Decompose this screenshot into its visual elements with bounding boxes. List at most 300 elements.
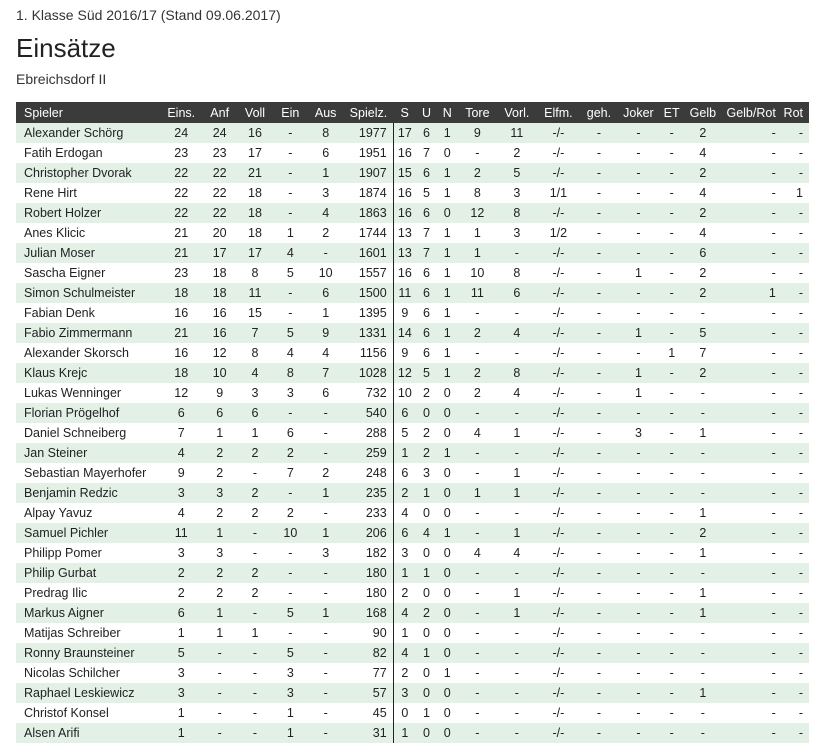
- player-name-cell: Sebastian Mayerhofer: [16, 463, 160, 483]
- stat-cell: 1: [497, 463, 536, 483]
- stat-cell: 1500: [343, 283, 393, 303]
- stat-cell: -: [722, 603, 782, 623]
- stat-cell: -: [684, 443, 721, 463]
- stat-cell: -: [782, 283, 809, 303]
- stat-cell: -: [580, 563, 617, 583]
- stat-cell: -: [458, 723, 497, 743]
- stat-cell: -: [722, 583, 782, 603]
- stat-cell: -: [580, 323, 617, 343]
- stat-cell: -: [722, 563, 782, 583]
- stat-cell: -: [722, 183, 782, 203]
- stat-cell: 8: [497, 203, 536, 223]
- stat-cell: 4: [684, 143, 721, 163]
- stat-cell: 1: [416, 703, 437, 723]
- stat-cell: -: [308, 243, 343, 263]
- stat-cell: -: [458, 583, 497, 603]
- stat-cell: 6: [416, 343, 437, 363]
- stat-cell: 5: [684, 323, 721, 343]
- stat-cell: 0: [437, 623, 458, 643]
- stat-cell: 9: [160, 463, 202, 483]
- stat-cell: 4: [308, 203, 343, 223]
- stat-cell: 1: [437, 443, 458, 463]
- stat-cell: 1: [782, 183, 809, 203]
- stat-cell: 24: [160, 123, 202, 143]
- stat-cell: -/-: [537, 283, 581, 303]
- stat-cell: 5: [273, 603, 308, 623]
- stat-cell: -: [618, 463, 660, 483]
- stat-cell: -: [684, 463, 721, 483]
- stat-cell: 13: [393, 223, 416, 243]
- stat-cell: -: [782, 463, 809, 483]
- stat-cell: 1: [684, 543, 721, 563]
- column-header: Gelb: [684, 102, 721, 123]
- stat-cell: 3: [202, 543, 237, 563]
- stat-cell: -/-: [537, 163, 581, 183]
- stat-cell: 8: [237, 343, 272, 363]
- stat-cell: 1: [437, 243, 458, 263]
- table-row: [16, 463, 809, 483]
- table-row: [16, 243, 809, 263]
- stat-cell: 0: [437, 543, 458, 563]
- stat-cell: 7: [308, 363, 343, 383]
- stat-cell: 11: [458, 283, 497, 303]
- stat-cell: -: [308, 563, 343, 583]
- stat-cell: -: [722, 663, 782, 683]
- stat-cell: -: [273, 583, 308, 603]
- stat-cell: -: [684, 403, 721, 423]
- stat-cell: -: [684, 623, 721, 643]
- stat-cell: -: [580, 383, 617, 403]
- stat-cell: -: [722, 523, 782, 543]
- stat-cell: 6: [160, 403, 202, 423]
- team-name: Ebreichsdorf II: [16, 71, 107, 87]
- stat-cell: 16: [237, 123, 272, 143]
- stat-cell: 10: [202, 363, 237, 383]
- stat-cell: 2: [237, 583, 272, 603]
- stat-cell: -: [782, 483, 809, 503]
- stat-cell: 22: [202, 203, 237, 223]
- table-header-row: [16, 102, 809, 123]
- stat-cell: -/-: [537, 583, 581, 603]
- stat-cell: 0: [393, 703, 416, 723]
- table-row: [16, 643, 809, 663]
- stat-cell: 0: [437, 483, 458, 503]
- column-header: Rot: [782, 102, 809, 123]
- stat-cell: 31: [343, 723, 393, 743]
- stat-cell: 2: [416, 443, 437, 463]
- stat-cell: 11: [393, 283, 416, 303]
- stat-cell: 2: [684, 263, 721, 283]
- table-row: [16, 603, 809, 623]
- stat-cell: -: [618, 683, 660, 703]
- stat-cell: 1: [308, 303, 343, 323]
- player-name-cell: Philipp Pomer: [16, 543, 160, 563]
- stat-cell: 1977: [343, 123, 393, 143]
- stat-cell: -: [722, 263, 782, 283]
- stat-cell: -: [580, 363, 617, 383]
- player-name-cell: Christopher Dvorak: [16, 163, 160, 183]
- stat-cell: -: [580, 283, 617, 303]
- stat-cell: 90: [343, 623, 393, 643]
- stat-cell: 21: [160, 323, 202, 343]
- stat-cell: 57: [343, 683, 393, 703]
- stat-cell: -: [580, 463, 617, 483]
- stat-cell: 4: [458, 423, 497, 443]
- stat-cell: 6: [308, 283, 343, 303]
- stat-cell: 1: [497, 423, 536, 443]
- stat-cell: 8: [458, 183, 497, 203]
- stat-cell: -: [497, 503, 536, 523]
- stat-cell: -: [659, 243, 684, 263]
- stat-cell: 20: [202, 223, 237, 243]
- stat-cell: -: [237, 603, 272, 623]
- stat-cell: 22: [202, 183, 237, 203]
- stat-cell: 1156: [343, 343, 393, 363]
- stat-cell: 1: [437, 223, 458, 243]
- stat-cell: 6: [308, 143, 343, 163]
- stat-cell: -: [782, 643, 809, 663]
- stat-cell: 7: [416, 223, 437, 243]
- stat-cell: -: [618, 703, 660, 723]
- stat-cell: -: [782, 343, 809, 363]
- stat-cell: 5: [393, 423, 416, 443]
- stat-cell: 1: [273, 703, 308, 723]
- stat-cell: -: [659, 283, 684, 303]
- stat-cell: 1: [437, 283, 458, 303]
- stat-cell: -: [782, 263, 809, 283]
- stat-cell: 2: [160, 563, 202, 583]
- stat-cell: -: [580, 723, 617, 743]
- stat-cell: -: [580, 523, 617, 543]
- stat-cell: -: [659, 523, 684, 543]
- stat-cell: 4: [684, 223, 721, 243]
- stat-cell: 8: [497, 263, 536, 283]
- stat-cell: 16: [202, 303, 237, 323]
- stat-cell: -: [659, 323, 684, 343]
- stat-cell: -: [458, 503, 497, 523]
- stat-cell: 1: [437, 323, 458, 343]
- stat-cell: 2: [237, 443, 272, 463]
- table-row: [16, 343, 809, 363]
- stat-cell: 3: [273, 683, 308, 703]
- stat-cell: 182: [343, 543, 393, 563]
- stat-cell: -: [782, 403, 809, 423]
- stat-cell: -: [497, 403, 536, 423]
- stat-cell: 2: [458, 323, 497, 343]
- stat-cell: -: [659, 303, 684, 323]
- stat-cell: 1: [202, 523, 237, 543]
- stat-cell: -: [580, 123, 617, 143]
- stat-cell: 1: [308, 483, 343, 503]
- stat-cell: 5: [416, 363, 437, 383]
- stat-cell: 3: [202, 483, 237, 503]
- stat-cell: 1/1: [537, 183, 581, 203]
- table-row: [16, 223, 809, 243]
- stat-cell: -: [618, 523, 660, 543]
- stat-cell: -: [659, 483, 684, 503]
- stat-cell: 2: [237, 503, 272, 523]
- stat-cell: 16: [393, 143, 416, 163]
- stat-cell: 0: [416, 503, 437, 523]
- player-name-cell: Julian Moser: [16, 243, 160, 263]
- stat-cell: -: [659, 223, 684, 243]
- stat-cell: 168: [343, 603, 393, 623]
- stat-cell: -: [273, 163, 308, 183]
- table-row: [16, 403, 809, 423]
- stat-cell: 2: [684, 203, 721, 223]
- stat-cell: -: [782, 703, 809, 723]
- stat-cell: -: [722, 163, 782, 183]
- stat-cell: 1: [202, 623, 237, 643]
- column-header: Spieler: [16, 102, 160, 123]
- stat-cell: -: [618, 223, 660, 243]
- stat-cell: 6: [416, 163, 437, 183]
- table-row: [16, 383, 809, 403]
- stat-cell: 10: [393, 383, 416, 403]
- stat-cell: 8: [308, 123, 343, 143]
- table-row: [16, 663, 809, 683]
- stat-cell: -: [308, 663, 343, 683]
- stat-cell: 17: [393, 123, 416, 143]
- stat-cell: 2: [684, 123, 721, 143]
- stat-cell: 3: [393, 543, 416, 563]
- stat-cell: -: [722, 303, 782, 323]
- stat-cell: 16: [393, 203, 416, 223]
- stat-cell: 6: [416, 303, 437, 323]
- stat-cell: 4: [273, 243, 308, 263]
- stat-cell: -/-: [537, 543, 581, 563]
- stat-cell: 0: [416, 723, 437, 743]
- stat-cell: 2: [202, 443, 237, 463]
- stat-cell: -: [497, 663, 536, 683]
- stat-cell: 18: [202, 283, 237, 303]
- stat-cell: 2: [308, 223, 343, 243]
- stat-cell: -/-: [537, 403, 581, 423]
- table-row: [16, 623, 809, 643]
- stat-cell: 1: [393, 723, 416, 743]
- table-row: [16, 583, 809, 603]
- stat-cell: 1: [618, 323, 660, 343]
- player-name-cell: Fabian Denk: [16, 303, 160, 323]
- stat-cell: 12: [458, 203, 497, 223]
- stat-cell: -: [618, 343, 660, 363]
- stat-cell: -: [202, 663, 237, 683]
- stat-cell: 2: [684, 283, 721, 303]
- stat-cell: -: [782, 363, 809, 383]
- stat-cell: 77: [343, 663, 393, 683]
- stat-cell: 23: [160, 263, 202, 283]
- stat-cell: 9: [393, 343, 416, 363]
- stat-cell: -: [458, 663, 497, 683]
- stat-cell: 0: [416, 663, 437, 683]
- stat-cell: 6: [202, 403, 237, 423]
- stat-cell: 7: [273, 463, 308, 483]
- stat-cell: -: [659, 603, 684, 623]
- stat-cell: -: [659, 383, 684, 403]
- stat-cell: -: [580, 543, 617, 563]
- stat-cell: -: [580, 503, 617, 523]
- stat-cell: -/-: [537, 683, 581, 703]
- table-row: [16, 123, 809, 143]
- stat-cell: -: [782, 223, 809, 243]
- stat-cell: 4: [497, 323, 536, 343]
- stat-cell: -/-: [537, 343, 581, 363]
- column-header: Eins.: [160, 102, 202, 123]
- stat-cell: -: [308, 583, 343, 603]
- player-name-cell: Klaus Krejc: [16, 363, 160, 383]
- player-name-cell: Daniel Schneiberg: [16, 423, 160, 443]
- stat-cell: -: [684, 663, 721, 683]
- stat-cell: 18: [237, 183, 272, 203]
- stat-cell: 2: [458, 363, 497, 383]
- stat-cell: -: [580, 143, 617, 163]
- column-header: Voll: [237, 102, 272, 123]
- stat-cell: -: [458, 143, 497, 163]
- stat-cell: -: [618, 403, 660, 423]
- stat-cell: 22: [202, 163, 237, 183]
- table-row: [16, 183, 809, 203]
- stat-cell: 3: [308, 183, 343, 203]
- stat-cell: -: [202, 703, 237, 723]
- stat-cell: 0: [416, 683, 437, 703]
- stat-cell: 1: [308, 603, 343, 623]
- stat-cell: -: [580, 423, 617, 443]
- stat-cell: -: [659, 463, 684, 483]
- stat-cell: -: [722, 503, 782, 523]
- stat-cell: -: [618, 643, 660, 663]
- stat-cell: -: [497, 623, 536, 643]
- stat-cell: 23: [160, 143, 202, 163]
- stat-cell: 0: [437, 143, 458, 163]
- stat-cell: -/-: [537, 383, 581, 403]
- stat-cell: -: [580, 703, 617, 723]
- stat-cell: -/-: [537, 123, 581, 143]
- stat-cell: -: [580, 683, 617, 703]
- stat-cell: -: [722, 123, 782, 143]
- stat-cell: 4: [497, 383, 536, 403]
- player-name-cell: Anes Klicic: [16, 223, 160, 243]
- stat-cell: 1: [684, 583, 721, 603]
- stat-cell: -: [659, 203, 684, 223]
- stat-cell: 2: [497, 143, 536, 163]
- stat-cell: -: [659, 623, 684, 643]
- stat-cell: 2: [684, 363, 721, 383]
- stat-cell: 3: [160, 543, 202, 563]
- stat-cell: 0: [437, 643, 458, 663]
- stat-cell: 7: [237, 323, 272, 343]
- stat-cell: 1/2: [537, 223, 581, 243]
- stat-cell: 14: [393, 323, 416, 343]
- stat-cell: -: [722, 723, 782, 743]
- column-header: Anf: [202, 102, 237, 123]
- stat-cell: -: [782, 503, 809, 523]
- stat-cell: 1: [273, 723, 308, 743]
- stat-cell: -: [237, 723, 272, 743]
- player-name-cell: Alsen Arifi: [16, 723, 160, 743]
- stat-cell: -/-: [537, 523, 581, 543]
- stat-cell: 6: [416, 283, 437, 303]
- stat-cell: 3: [237, 383, 272, 403]
- stat-cell: 5: [497, 163, 536, 183]
- stat-cell: 4: [393, 503, 416, 523]
- column-header: Tore: [458, 102, 497, 123]
- stat-cell: 2: [684, 523, 721, 543]
- stat-cell: 4: [458, 543, 497, 563]
- stat-cell: -: [458, 403, 497, 423]
- stat-cell: -: [458, 303, 497, 323]
- column-header: Elfm.: [537, 102, 581, 123]
- stat-cell: 1: [437, 303, 458, 323]
- stat-cell: 540: [343, 403, 393, 423]
- stat-cell: 0: [437, 683, 458, 703]
- stat-cell: 8: [237, 263, 272, 283]
- stat-cell: -: [618, 243, 660, 263]
- stat-cell: 1: [308, 523, 343, 543]
- stat-cell: -: [580, 303, 617, 323]
- table-row: [16, 363, 809, 383]
- stat-cell: -: [497, 723, 536, 743]
- stat-cell: -: [497, 343, 536, 363]
- stat-cell: -/-: [537, 703, 581, 723]
- stat-cell: 6: [160, 603, 202, 623]
- stat-cell: 9: [393, 303, 416, 323]
- stat-cell: 1: [684, 683, 721, 703]
- stat-cell: 732: [343, 383, 393, 403]
- stat-cell: 5: [160, 643, 202, 663]
- stat-cell: 0: [437, 463, 458, 483]
- stat-cell: 10: [458, 263, 497, 283]
- stat-cell: 22: [160, 203, 202, 223]
- table-row: [16, 263, 809, 283]
- table-row: [16, 543, 809, 563]
- table-row: [16, 283, 809, 303]
- stat-cell: -/-: [537, 363, 581, 383]
- stat-cell: 11: [497, 123, 536, 143]
- stat-cell: 1863: [343, 203, 393, 223]
- table-row: [16, 143, 809, 163]
- player-name-cell: Jan Steiner: [16, 443, 160, 463]
- stat-cell: -: [580, 663, 617, 683]
- stat-cell: -: [618, 443, 660, 463]
- stat-cell: 4: [684, 183, 721, 203]
- stat-cell: 1: [416, 483, 437, 503]
- stat-cell: 11: [160, 523, 202, 543]
- stat-cell: -: [497, 683, 536, 703]
- stat-cell: -/-: [537, 323, 581, 343]
- stat-cell: 5: [273, 323, 308, 343]
- stat-cell: -: [782, 203, 809, 223]
- stat-cell: -: [273, 143, 308, 163]
- stat-cell: -/-: [537, 143, 581, 163]
- stat-cell: 1: [618, 263, 660, 283]
- stat-cell: -: [722, 363, 782, 383]
- stat-cell: -: [458, 343, 497, 363]
- stat-cell: -/-: [537, 503, 581, 523]
- player-name-cell: Raphael Leskiewicz: [16, 683, 160, 703]
- stat-cell: -: [659, 423, 684, 443]
- table-row: [16, 723, 809, 743]
- stat-cell: -: [618, 663, 660, 683]
- stat-cell: -: [684, 563, 721, 583]
- stat-cell: 4: [160, 443, 202, 463]
- stat-cell: 4: [273, 343, 308, 363]
- stat-cell: 0: [416, 583, 437, 603]
- stat-cell: 6: [416, 123, 437, 143]
- stat-cell: -/-: [537, 243, 581, 263]
- column-header: S: [393, 102, 416, 123]
- stat-cell: 1: [393, 623, 416, 643]
- stat-cell: 10: [308, 263, 343, 283]
